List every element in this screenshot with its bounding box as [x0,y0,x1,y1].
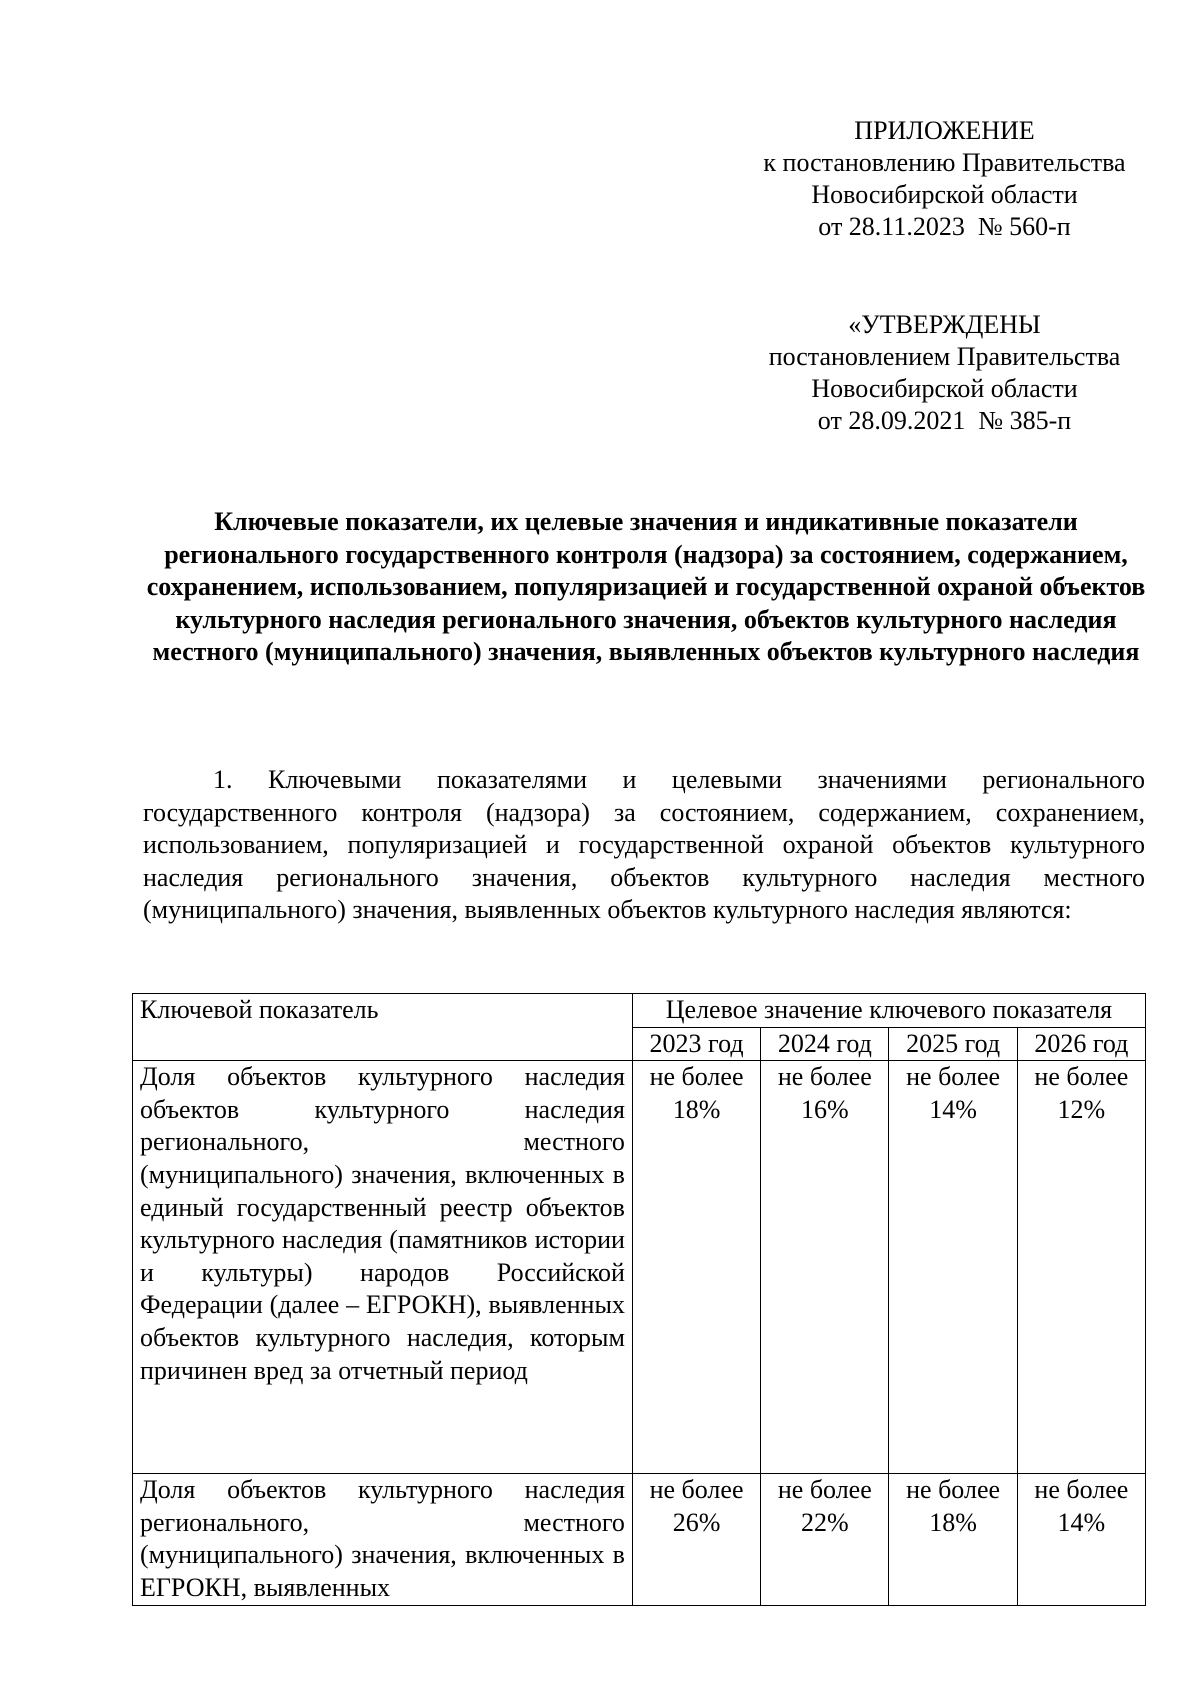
kpi-table [132,993,1146,1606]
year-2025: 2025 год [889,1027,1017,1061]
approved-line-3: от 28.09.2021 № 385-п [817,406,1072,435]
approved-block [742,309,1147,437]
approved-line-1: постановлением Правительства [768,342,1121,371]
appendix-line-3: от 28.11.2023 № 560-п [818,212,1071,241]
approved-line-2: Новосибирской области [811,374,1078,403]
appendix-title: ПРИЛОЖЕНИЕ [854,116,1035,145]
row-2-value-2026: не более 14% [1017,1474,1145,1605]
appendix-line-1: к постановлению Правительства [763,148,1126,177]
row-1-value-2026: не более 12% [1017,1061,1145,1474]
row-2-indicator: Доля объектов культурного наследия регионального, местного (муниципального) значения, включенных в ЕГРОКН, выявленных [133,1474,633,1605]
table-row [133,1061,1146,1474]
row-1-value-2025: не более 14% [889,1061,1017,1474]
row-1-value-2023: не более 18% [632,1061,760,1474]
year-2023: 2023 год [632,1027,760,1061]
table-header-row [133,994,1146,1028]
row-1-indicator: Доля объектов культурного наследия объектов культурного наследия регионального, местного (муниципального) значения, включенных в единый государственный реестр объектов культурного наследия (памятников истории и культуры) народов Российской Федерации (далее – ЕГРОКН), выявленных объектов культурного наследия, которым причинен вред за отчетный период [133,1061,633,1474]
row-2-value-2023: не более 26% [632,1474,760,1605]
row-2-value-2025: не более 18% [889,1474,1017,1605]
header-target: Целевое значение ключевого показателя [632,994,1145,1028]
row-1-value-2024: не более 16% [761,1061,889,1474]
year-2026: 2026 год [1017,1027,1145,1061]
table-row [133,1474,1146,1605]
year-2024: 2024 год [761,1027,889,1061]
appendix-block [742,115,1147,243]
row-2-value-2024: не более 22% [761,1474,889,1605]
approved-title: «УТВЕРЖДЕНЫ [848,310,1041,339]
document-title: Ключевые показатели, их целевые значения и индикативные показатели регионального государственного контроля (надзора) за состоянием, содержанием, сохранением, использованием, популяризацией и государственной охраной объектов культурного наследия регионального значения, объектов культурного наследия местного (муниципального) значения, выявленных объектов культурного наследия [146,507,1146,666]
appendix-line-2: Новосибирской области [811,180,1078,209]
header-indicator: Ключевой показатель [133,994,633,1061]
intro-paragraph: 1. Ключевыми показателями и целевыми значениями регионального государственного контроля (надзора) за состоянием, содержанием, сохранением, использованием, популяризацией и государственной охраной объектов культурного наследия регионального значения, объектов культурного наследия местного (муниципального) значения, выявленных объектов культурного наследия являются: [143,765,1145,925]
